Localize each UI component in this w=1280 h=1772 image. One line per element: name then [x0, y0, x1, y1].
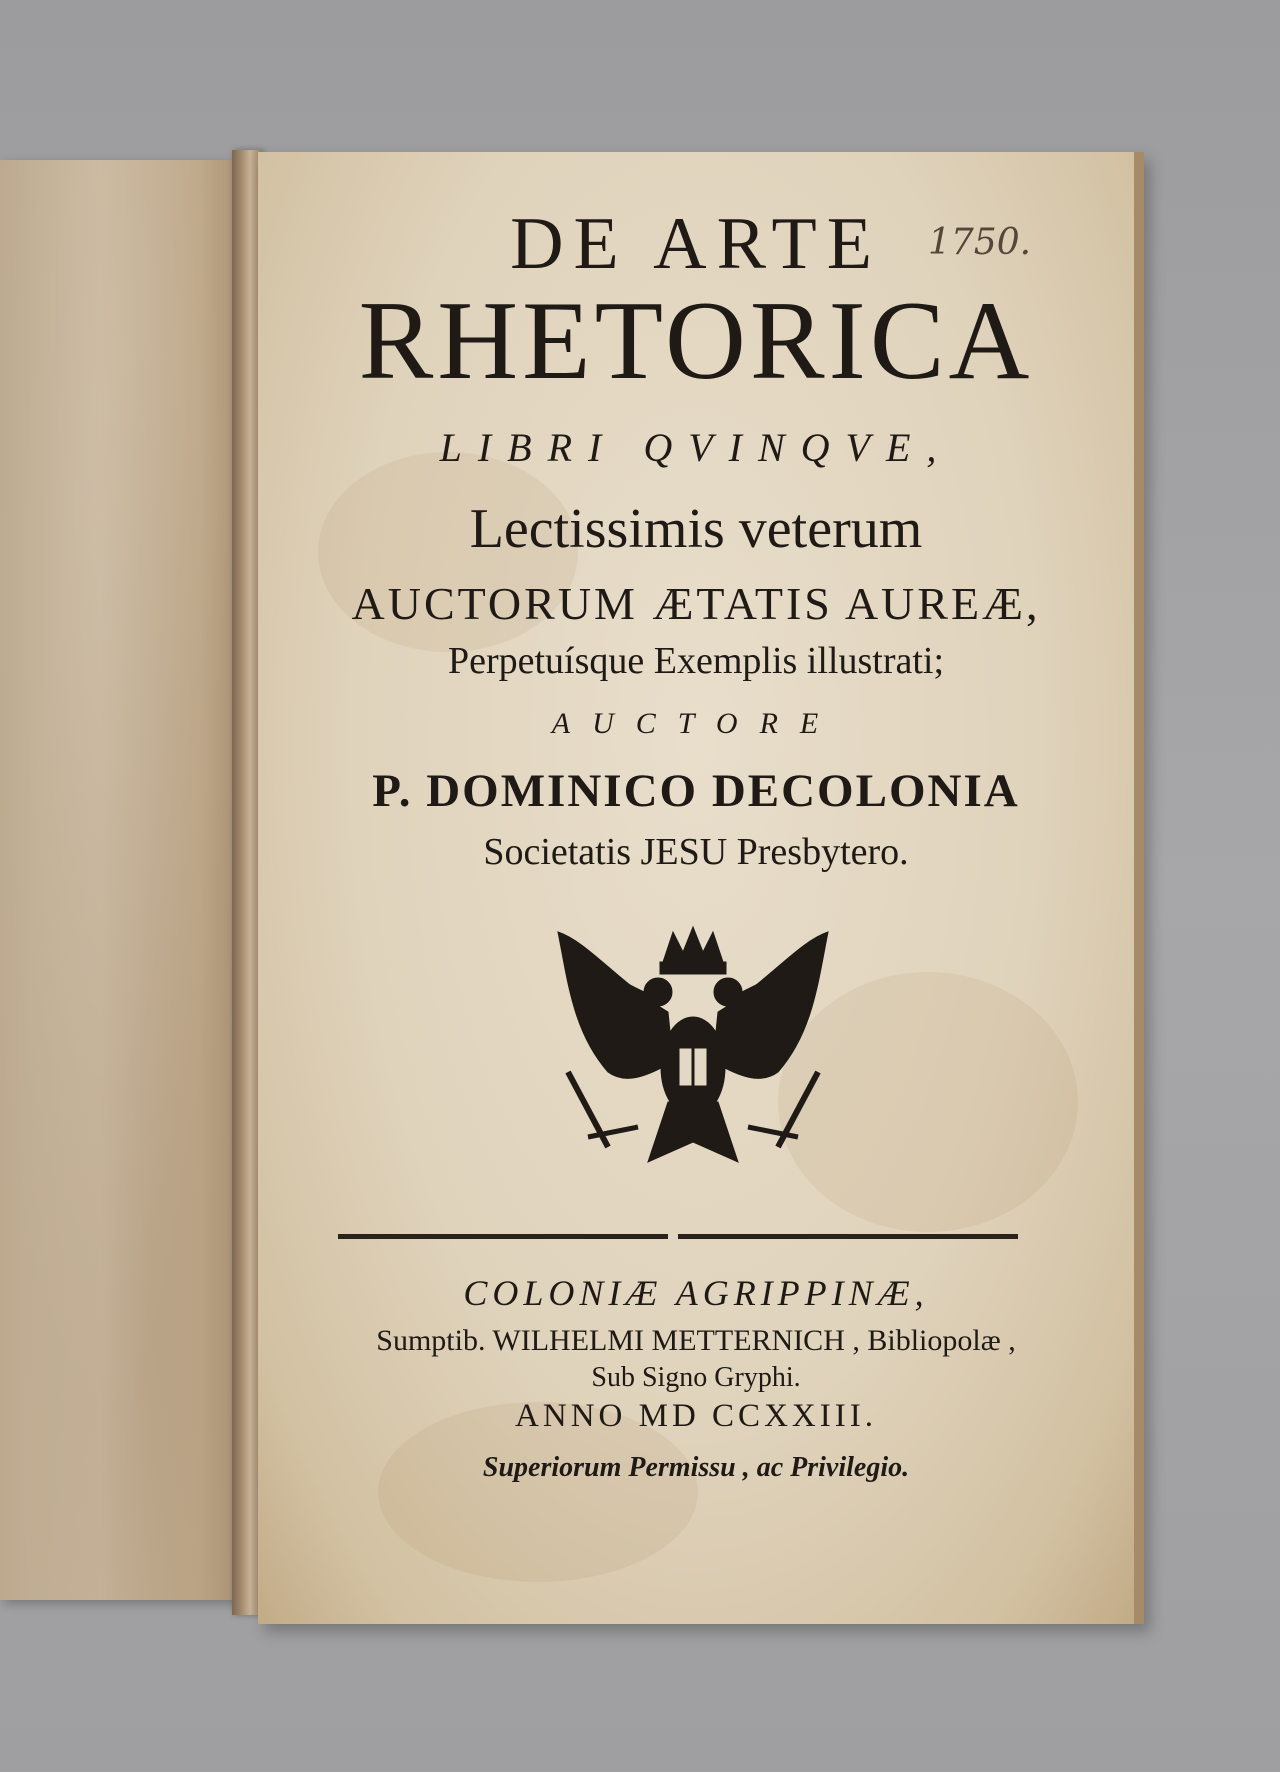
author-label: AUCTORE [551, 707, 841, 740]
title-page [258, 152, 1144, 1624]
author-affiliation: Societatis JESU Presbytero. [483, 831, 909, 873]
divider-rule [338, 1234, 668, 1239]
subtitle-line-2: AUCTORUM ÆTATIS AUREÆ, [351, 578, 1041, 629]
handwritten-annotation: 1750. [928, 222, 1032, 263]
title-line-2: RHETORICA [358, 279, 1034, 403]
imprint-sign: Sub Signo Gryphi. [591, 1362, 801, 1393]
subtitle-line-3: Perpetuísque Exemplis illustrati; [447, 640, 945, 682]
title-line-1: DE ARTE [510, 203, 882, 285]
imprint-privilege: Superiorum Permissu , ac Privilegio. [482, 1452, 910, 1483]
author-name: P. DOMINICO DECOLONIA [372, 765, 1020, 817]
double-headed-eagle-icon [548, 922, 838, 1182]
imprint-year: ANNO MD CCXXIII. [515, 1398, 877, 1434]
subtitle-line-1: Lectissimis veterum [469, 498, 923, 560]
imprint-publisher: Sumptib. WILHELMI METTERNICH , Bibliopolæ , [376, 1324, 1016, 1357]
divider-rule [678, 1234, 1018, 1239]
book-cover [0, 160, 250, 1600]
title-line-3: LIBRI QVINQVE, [439, 425, 953, 470]
imprint-place: COLONIÆ AGRIPPINÆ, [463, 1273, 929, 1313]
